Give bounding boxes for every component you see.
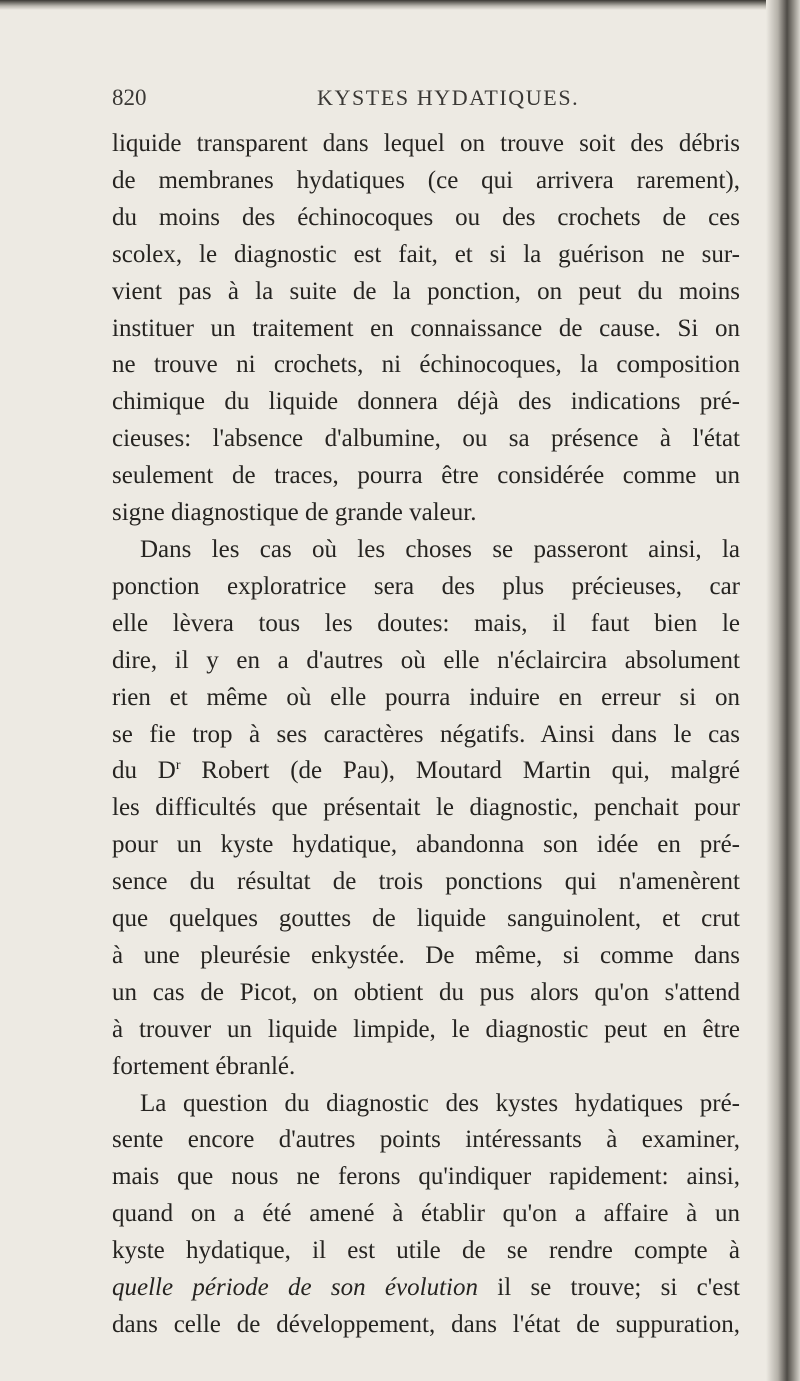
text-line: chimique du liquide donnera déjà des indications pré- — [112, 388, 740, 416]
text-line: rien et même où elle pourra induire en erreur si on — [112, 683, 740, 711]
text-line: dans celle de développement, dans l'état de suppuration, — [112, 1311, 740, 1338]
text-line: kyste hydatique, il est utile de se rendre compte à — [112, 1237, 740, 1265]
text-segment: Robert (de Pau), Moutard Martin qui, malgré — [180, 757, 740, 785]
text-line — [112, 1270, 740, 1307]
page-number: 820 — [112, 85, 147, 110]
italic-phrase: quelle période de son évolution — [112, 1274, 478, 1302]
running-title: KYSTES HYDATIQUES. — [317, 85, 580, 110]
text-segment: du D — [112, 757, 176, 785]
superscript: r — [175, 758, 181, 774]
page-top-shadow — [0, 0, 800, 10]
text-line: dire, il y en a d'autres où elle n'éclaircira absolument — [112, 646, 740, 674]
page-header — [112, 85, 772, 115]
text-line: mais que nous ne ferons qu'indiquer rapidement: ainsi, — [112, 1163, 740, 1191]
text-line: elle lèvera tous les doutes: mais, il faut bien le — [112, 609, 740, 637]
text-line: de membranes hydatiques (ce qui arrivera rarement), — [112, 166, 740, 194]
text-line: liquide transparent dans lequel on trouve soit des débris — [112, 130, 740, 157]
body-text — [112, 126, 740, 1344]
text-line: signe diagnostique de grande valeur. — [112, 499, 477, 527]
text-line: vient pas à la suite de la ponction, on peut du moins — [112, 277, 740, 305]
text-line: du moins des échinocoques ou des crochets de ces — [112, 203, 740, 231]
text-line: cieuses: l'absence d'albumine, ou sa présence à l'état — [112, 425, 740, 453]
text-line: quand on a été amené à établir qu'on a affaire à un — [112, 1200, 740, 1228]
paragraph-start-line: La question du diagnostic des kystes hydatiques pré- — [140, 1089, 740, 1117]
text-line: que quelques gouttes de liquide sanguinolent, et crut — [112, 905, 740, 933]
text-line: à trouver un liquide limpide, le diagnostic peut en être — [112, 1015, 740, 1043]
text-line: sence du résultat de trois ponctions qui n'amenèrent — [112, 868, 740, 896]
text-line: fortement ébranlé. — [112, 1052, 296, 1080]
text-line: à une pleurésie enkystée. De même, si comme dans — [112, 941, 740, 969]
text-line: les difficultés que présentait le diagnostic, penchait pour — [112, 794, 740, 822]
text-line: sente encore d'autres points intéressants à examiner, — [112, 1126, 740, 1154]
text-line: un cas de Picot, on obtient du pus alors qu'on s'attend — [112, 978, 740, 1006]
text-segment: il se trouve; si c'est — [477, 1274, 740, 1302]
text-line: pour un kyste hydatique, abandonna son idée en pré- — [112, 831, 740, 859]
text-line: ne trouve ni crochets, ni échinocoques, la composition — [112, 351, 740, 379]
book-binding-edge — [766, 0, 800, 1381]
text-line: instituer un traitement en connaissance de cause. Si on — [112, 314, 740, 342]
text-line: ponction exploratrice sera des plus précieuses, car — [112, 572, 740, 600]
text-line: se fie trop à ses caractères négatifs. Ainsi dans le cas — [112, 720, 740, 748]
text-line: scolex, le diagnostic est fait, et si la guérison ne sur- — [112, 240, 740, 268]
paragraph-start-line: Dans les cas où les choses se passeront ainsi, la — [140, 535, 740, 563]
text-line — [112, 753, 740, 790]
text-line: seulement de traces, pourra être considérée comme un — [112, 462, 740, 490]
